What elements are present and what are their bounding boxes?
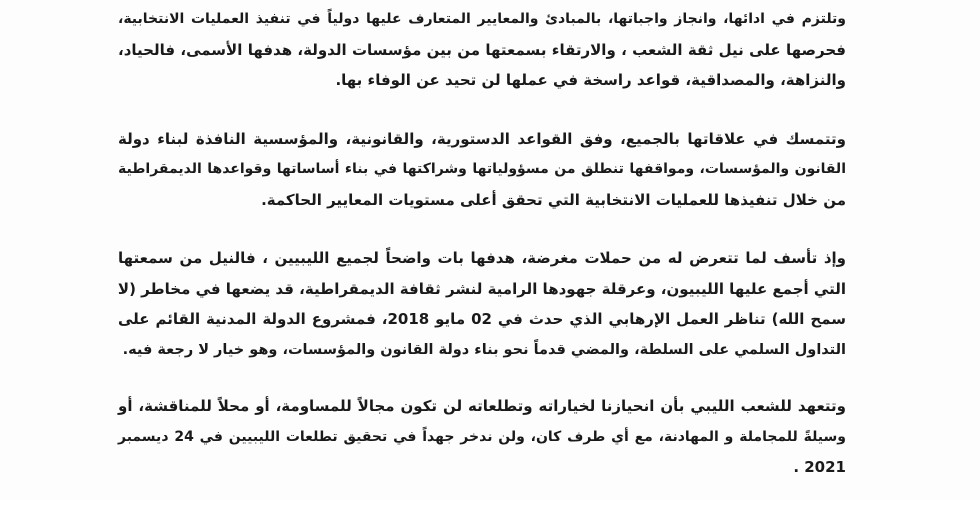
text-line: القانون والمؤسسات، ومواقفها تنطلق من مسؤولياتها وشراكتها في بناء أساساتها وقواعدها الديمقراطية (118, 161, 846, 177)
text-line: من خلال تنفيذها للعمليات الانتخابية التي تحقق أعلى مستويات المعايير الحاكمة. (261, 190, 846, 209)
paragraph-pledge (118, 391, 846, 483)
text-line: والنزاهة، والمصداقية، قواعد راسخة في عملها لن تحيد عن الوفاء بها. (335, 71, 846, 89)
text-line: سمح الله) تناظر العمل الإرهابي الذي حدث في 02 مايو 2018، فمشروع الدولة المدنية القائم على (118, 310, 847, 328)
paragraph-commitment (118, 4, 846, 96)
text-line: وسيلةً للمجاملة و المهادنة، مع أي طرف كان، ولن ندخر جهداً في تحقيق تطلعات الليبيين في 24 ديسمبر (118, 428, 846, 445)
text-line: 2021 . (793, 458, 846, 476)
text-line: التي أجمع عليها الليبيون، وعرقلة جهودها الرامية لنشر ثقافة الديمقراطية، قد يضعها في مخاطر (لا (117, 279, 846, 298)
paragraph-relations (118, 124, 846, 216)
paragraph-regret (118, 243, 846, 365)
text-line: التداول السلمي على السلطة، والمضي قدماً نحو بناء دولة القانون والمؤسسات، وهو خيار لا رجعة فيه. (122, 341, 846, 358)
text-line: وتتعهد للشعب الليبي بأن انحيازنا لخياراته وتطلعاته لن تكون مجالاً للمساومة، أو محلاً للمناقشة، أو (118, 397, 846, 415)
text-line: وتتمسك في علاقاتها بالجميع، وفق القواعد الدستورية، والقانونية، والمؤسسية النافذة لبناء دولة (118, 129, 846, 148)
document-body (118, 4, 846, 511)
text-line: وإذ تأسف لما تتعرض له من حملات مغرضة، هدفها بات واضحاً لجميع الليبيين ، فالنيل من سمعتها (118, 249, 846, 267)
text-line: وتلتزم في ادائها، وانجاز واجباتها، بالمبادئ والمعايير المتعارف عليها دولياً في تنفيذ العمليات الانتخابية، (118, 11, 846, 27)
text-line: فحرصها على نيل ثقة الشعب ، والارتقاء بسمعتها من بين مؤسسات الدولة، هدفها الأسمى، فالحياد، (118, 40, 846, 59)
